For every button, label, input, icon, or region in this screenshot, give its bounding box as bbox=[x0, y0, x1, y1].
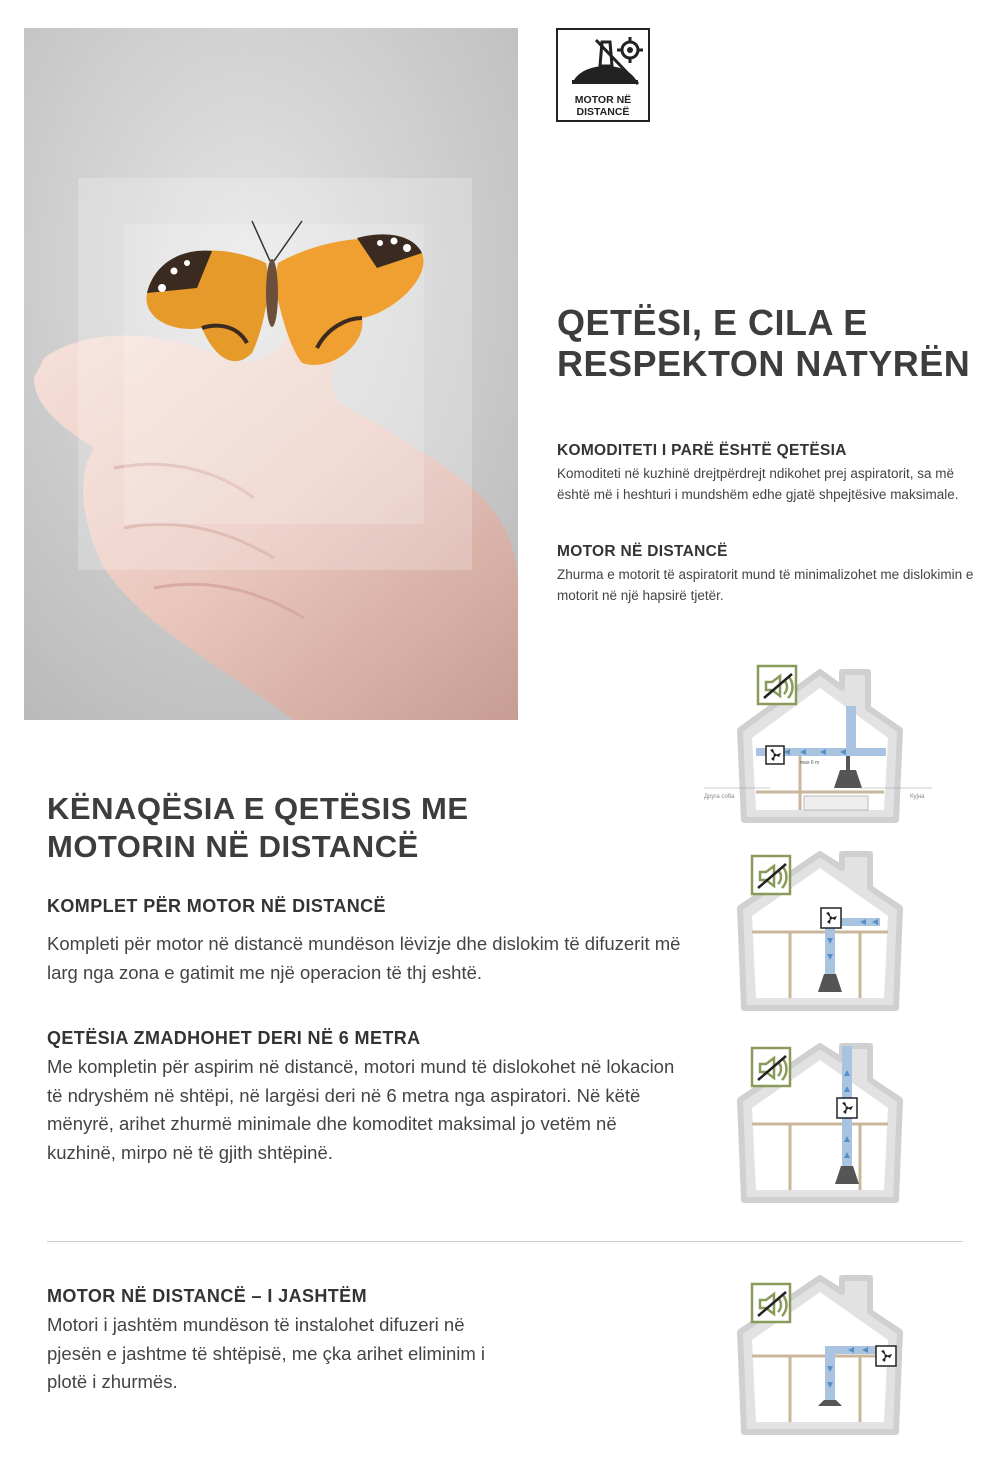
external-heading: MOTOR NË DISTANCË – I JASHTËM bbox=[47, 1286, 367, 1306]
intro-heading-comfort: KOMODITETI I PARË ËSHTË QETËSIA bbox=[557, 442, 847, 459]
motor-distance-badge bbox=[556, 28, 650, 122]
section-divider bbox=[47, 1241, 963, 1242]
main-heading-6m: QETËSIA ZMADHOHET DERI NË 6 METRA bbox=[47, 1028, 421, 1048]
badge-label: MOTOR NË DISTANCË bbox=[574, 94, 632, 118]
house-diagram-attic bbox=[730, 848, 910, 1018]
intro-text-motor: Zhurma e motorit të aspiratorit mund të minimalizohet me dislokimin e motorit në një hapsirë tjetër. bbox=[557, 567, 974, 603]
external-text: Motori i jashtëm mundëson të instalohet difuzeri në pjesën e jashtme të shtëpisë, me çka arihet eliminim i plotë i zhurmës. bbox=[47, 1314, 486, 1392]
house-diagram-roof bbox=[730, 1040, 910, 1210]
max-distance-label: max 6 m bbox=[800, 760, 820, 766]
main-title: KËNAQËSIA E QETËSIS ME MOTORIN NË DISTANCË bbox=[47, 791, 469, 864]
main-heading-kit: KOMPLET PËR MOTOR NË DISTANCË bbox=[47, 896, 386, 916]
hero-photo-butterfly-on-hand bbox=[24, 28, 518, 720]
right-room-label: Кујна bbox=[910, 794, 925, 800]
house-diagram-remote-room bbox=[700, 660, 940, 830]
intro-title: QETËSI, E CILA E RESPEKTON NATYRËN bbox=[557, 302, 971, 384]
main-text-6m: Me kompletin për aspirim në distancë, motori mund të dislokohet në lokacion të ndryshëm në shtëpi, në largësi deri në 6 metra nga aspiratori. Në këtë mënyrë, arihet zhurmë minimale dhe komoditet maksimal jo vetëm në kuzhinë, mirpo në të gjith shtëpinë. bbox=[47, 1056, 675, 1163]
intro-heading-motor: MOTOR NË DISTANCË bbox=[557, 543, 728, 560]
house-diagram-external bbox=[730, 1272, 910, 1442]
left-room-label: Друга соба bbox=[704, 794, 735, 800]
intro-text-comfort: Komoditeti në kuzhinë drejtpërdrejt ndikohet prej aspiratorit, sa më është më i heshturi i mundshëm edhe gjatë shpejtësive maksimale. bbox=[557, 466, 959, 502]
main-text-kit: Kompleti për motor në distancë mundëson lëvizje dhe dislokim të difuzerit më larg nga zona e gatimit me një operacion të thj eshtë. bbox=[47, 933, 681, 983]
hood-motor-gear-icon bbox=[564, 34, 644, 92]
